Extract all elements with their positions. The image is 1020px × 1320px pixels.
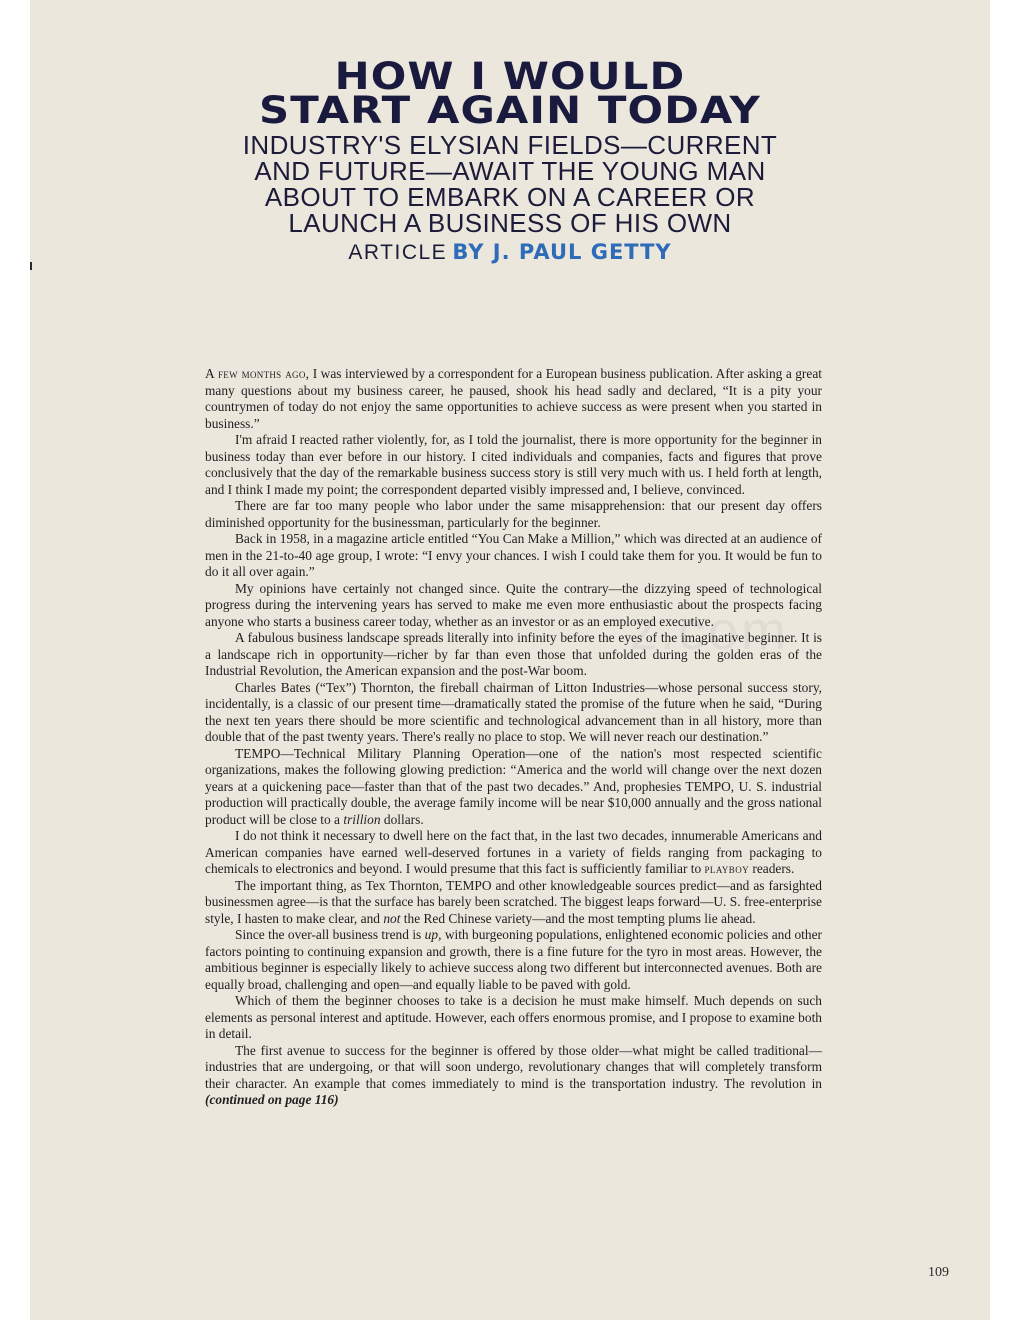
- paragraph: Charles Bates (“Tex”) Thornton, the fireball chairman of Litton Industries—whose personal success story, incidentally, is a classic of our present time—dramatically stated the promise of the future when he said, “During the next ten years there should be more scientific and technological advancement than in all history, more than double that of the past twenty years. There's really no place to stop. We will never reach our destination.”: [205, 679, 822, 744]
- paragraph: [205, 746, 822, 829]
- paragraph: Which of them the beginner chooses to take is a decision he must make himself. Much depends on such elements as personal interest and aptitude. However, each offers enormous promise, and I propose to examine both in detail.: [205, 993, 822, 1041]
- paragraph-text: The first avenue to success for the beginner is offered by those older—what might be called traditional—industries that are undergoing, or that will soon undergo, revolutionary changes that will completely transform their character. An example that comes immediately to mind is the transportation industry. The revolution in: [205, 1042, 822, 1091]
- paragraph-text: The important thing, as Tex Thornton, TEMPO and other knowledgeable sources predict—and as farsighted businessmen agree—is that the surface has barely been scratched. The biggest leaps forward—U. S. free-enterprise style, I hasten to make clear, and: [205, 877, 822, 926]
- page-number: 109: [928, 1265, 949, 1280]
- paragraph: There are far too many people who labor under the same misapprehension: that our present day offers diminished opportunity for the businessman, particularly for the beginner.: [205, 498, 822, 530]
- continued-jump: (continued on page 116): [205, 1092, 339, 1107]
- paragraph: [205, 1043, 822, 1109]
- paragraph: [205, 878, 822, 928]
- subheadline-line-1: INDUSTRY'S ELYSIAN FIELDS—CURRENT: [242, 130, 778, 160]
- paragraph: A fabulous business landscape spreads literally into infinity before the eyes of the imaginative beginner. It is a landscape rich in opportunity—richer by far than even those that unfolded during the golden eras of the Industrial Revolution, the American expansion and the post-War boom.: [205, 630, 822, 678]
- paragraph-text: TEMPO—Technical Military Planning Operation—one of the nation's most respected scientific organizations, makes the following glowing prediction: “America and the world will change over the next dozen years at a quickening pace—faster than that of the past two decades.” And, prophesies TEMPO, U. S. industrial production will practically double, the average family income will be near $10,000 annually and the gross national product will be close to a: [205, 745, 822, 827]
- paragraph-text: readers.: [749, 861, 795, 876]
- subheadline-line-4: LAUNCH A BUSINESS OF HIS OWN: [288, 208, 732, 238]
- paragraph-text: dollars.: [380, 811, 424, 827]
- paragraph: I'm afraid I reacted rather violently, for, as I told the journalist, there is more opportunity for the beginner in business today than ever before in our history. I cited individuals and companies, facts and figures that prove conclusively that the day of the remarkable business success story is still very much with us. I held forth at length, and I think I made my point; the correspondent departed visibly impressed and, I believe, convinced.: [205, 432, 822, 497]
- byline-author: BY J. PAUL GETTY: [452, 240, 672, 264]
- paragraph: My opinions have certainly not changed since. Quite the contrary—the dizzying speed of technological progress during the intervening years has served to make me even more enthusiastic about the prospects facing anyone who starts a business career today, whether as an investor or as an employed executive.: [205, 580, 822, 629]
- paragraph-text: Since the over-all business trend is: [235, 927, 425, 942]
- article-body: [205, 366, 822, 1109]
- headline-line-1: HOW I WOULD: [334, 55, 686, 98]
- paragraph-text: with burgeoning populations, enlightened economic policies and other factors pointing to continuing expansion and growth, there is a fine future for the tyro in most areas. However, the ambitious beginner is especially likely to achieve success along two different but interconnected avenues. Both are equally broad, challenging and open—and equally liable to be paved with gold.: [205, 927, 822, 992]
- paragraph-text: I do not think it necessary to dwell here on the fact that, in the last two decades, innumerable Americans and American companies have earned well-deserved fortunes in a variety of fields ranging from packaging to chemicals to electronics and beyond. I would presume that this fact is sufficiently familiar to: [205, 828, 822, 876]
- subheadline-line-2: AND FUTURE—AWAIT THE YOUNG MAN: [254, 156, 766, 186]
- emphasis: not: [383, 910, 401, 926]
- subheadline-line-3: ABOUT TO EMBARK ON A CAREER OR: [264, 182, 756, 212]
- headline-line-2: START AGAIN TODAY: [259, 89, 761, 132]
- headline: [30, 55, 990, 132]
- watermark: z.com: [630, 601, 790, 661]
- emphasis: trillion: [343, 811, 381, 827]
- magazine-page: [30, 0, 990, 1320]
- paragraph: [205, 927, 822, 993]
- subheadline: [30, 132, 990, 236]
- paragraph: [205, 366, 822, 432]
- magazine-name: playboy: [704, 861, 750, 876]
- paragraph: Back in 1958, in a magazine article entitled “You Can Make a Million,” which was directed at an audience of men in the 21-to-40 age group, I wrote: “I envy your chances. I wish I could take them for you. It would be fun to do it all over again.”: [205, 531, 822, 579]
- byline: [30, 240, 990, 265]
- byline-article-label: ARTICLE: [348, 241, 448, 264]
- lead-in: A few months ago,: [205, 366, 310, 381]
- paragraph: [205, 828, 822, 878]
- emphasis: up,: [424, 927, 442, 942]
- paragraph-text: the Red Chinese variety—and the most tempting plums lie ahead.: [400, 910, 756, 926]
- paragraph-text: I was interviewed by a correspondent for a European business publication. After asking a great many questions about my business career, he paused, shook his head sadly and declared, “It is a pity your countrymen of today do not enjoy the same opportunities to achieve success as were present when you started in business.”: [205, 366, 822, 431]
